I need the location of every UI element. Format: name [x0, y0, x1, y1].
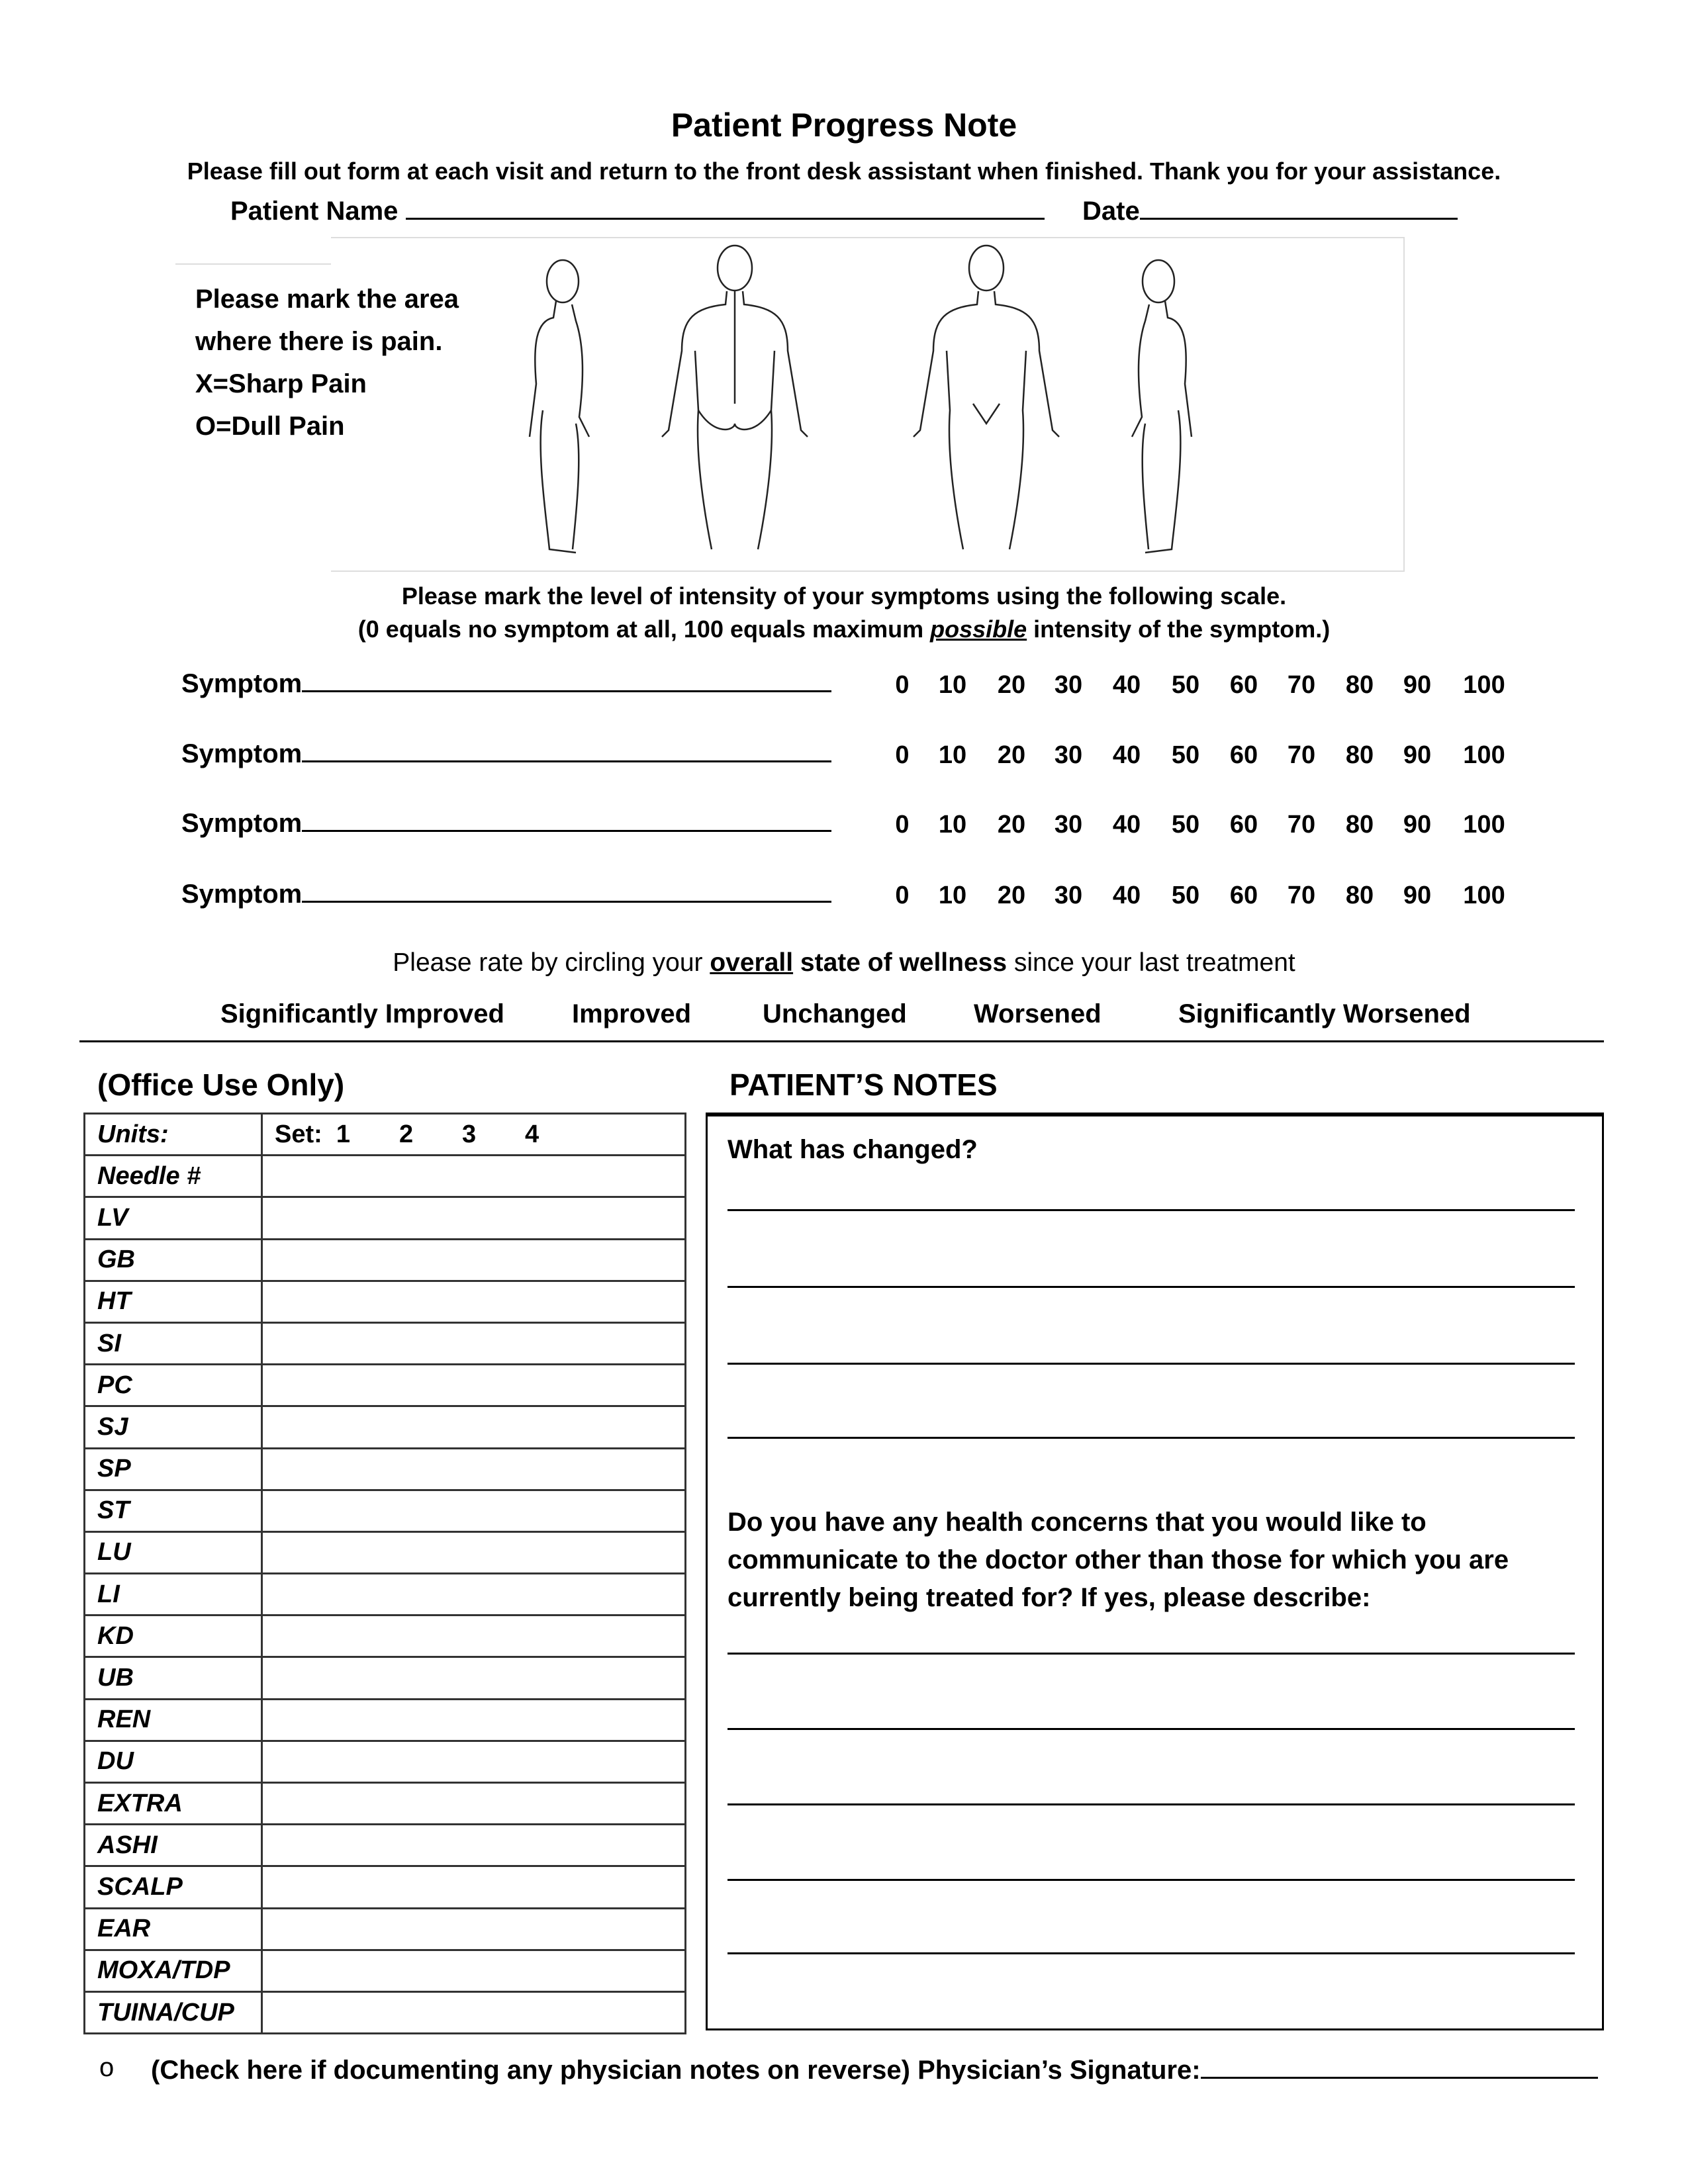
scale-value[interactable]: 40: [1112, 741, 1141, 769]
date-label: Date: [1082, 197, 1140, 226]
figure-back: [662, 246, 808, 549]
row-label: PC: [85, 1365, 262, 1406]
scale-value[interactable]: 80: [1345, 882, 1374, 909]
scale-value[interactable]: 20: [997, 741, 1026, 769]
scale-value[interactable]: 80: [1345, 811, 1374, 839]
section-divider: [79, 1040, 1604, 1042]
symptom-field[interactable]: [181, 879, 831, 909]
wellness-option[interactable]: Worsened: [974, 999, 1102, 1028]
scale-value[interactable]: 30: [1054, 811, 1083, 839]
table-row: [85, 1322, 686, 1364]
row-entry[interactable]: [262, 1699, 686, 1741]
row-label: KD: [85, 1615, 262, 1657]
date-field[interactable]: [1082, 196, 1458, 226]
scale-value[interactable]: 100: [1463, 811, 1505, 839]
row-label: ASHI: [85, 1825, 262, 1866]
row-entry[interactable]: [262, 1908, 686, 1950]
figure-side-right: [1132, 260, 1192, 553]
row-label: HT: [85, 1281, 262, 1322]
instructions: Please fill out form at each visit and return to the front desk assistant when finished. Thank you for your assistance.: [187, 158, 1501, 185]
row-entry[interactable]: [262, 1991, 686, 2033]
scale-value[interactable]: 100: [1463, 882, 1505, 909]
row-label: SP: [85, 1448, 262, 1490]
symptom-label: Symptom: [181, 739, 303, 768]
scale-value[interactable]: 40: [1112, 811, 1141, 839]
table-row: [85, 1615, 686, 1657]
physician-notes-checkbox[interactable]: o: [99, 2053, 115, 2082]
physician-signature-label: (Check here if documenting any physician notes on reverse) Physician’s Signature:: [151, 2056, 1201, 2085]
wellness-option[interactable]: Significantly Worsened: [1178, 999, 1471, 1028]
pain-map-line: Please mark the area: [195, 285, 459, 314]
row-entry[interactable]: [262, 1741, 686, 1782]
answer-line[interactable]: [727, 1879, 1575, 1881]
scale-value[interactable]: 50: [1171, 741, 1200, 769]
answer-line[interactable]: [727, 1363, 1575, 1365]
scale-value[interactable]: 40: [1112, 882, 1141, 909]
row-entry[interactable]: [262, 1406, 686, 1448]
scale-value[interactable]: 50: [1171, 811, 1200, 839]
row-entry[interactable]: [262, 1448, 686, 1490]
question-what-changed: What has changed?: [727, 1135, 978, 1164]
physician-signature-field[interactable]: [151, 2055, 1598, 2085]
row-entry[interactable]: [262, 1783, 686, 1825]
scale-value[interactable]: 90: [1403, 811, 1432, 839]
scale-value[interactable]: 70: [1287, 741, 1316, 769]
units-label: Units:: [85, 1114, 262, 1156]
scale-value[interactable]: 30: [1054, 671, 1083, 699]
page-title: Patient Progress Note: [671, 107, 1017, 144]
row-entry[interactable]: [262, 1531, 686, 1573]
scale-value[interactable]: 80: [1345, 671, 1374, 699]
row-label: MOXA/TDP: [85, 1950, 262, 1991]
scale-value[interactable]: 30: [1054, 741, 1083, 769]
row-entry[interactable]: [262, 1239, 686, 1281]
scale-explanation: (0 equals no symptom at all, 100 equals maximum possible intensity of the symptom.): [357, 615, 1331, 643]
scale-value[interactable]: 20: [997, 882, 1026, 909]
row-label: SJ: [85, 1406, 262, 1448]
symptom-field[interactable]: [181, 739, 831, 769]
table-row: [85, 1197, 686, 1239]
scale-value[interactable]: 10: [938, 671, 967, 699]
symptom-field[interactable]: [181, 668, 831, 699]
symptom-field[interactable]: [181, 808, 831, 839]
scale-instructions: Please mark the level of intensity of your symptoms using the following scale.: [401, 582, 1287, 610]
pain-map-instructions: [195, 278, 459, 447]
table-row: [85, 1991, 686, 2033]
table-row: [85, 1741, 686, 1782]
scale-value[interactable]: 0: [895, 882, 910, 909]
row-entry[interactable]: [262, 1197, 686, 1239]
scale-value[interactable]: 40: [1112, 671, 1141, 699]
patient-name-label: Patient Name: [230, 197, 399, 226]
answer-line[interactable]: [727, 1803, 1575, 1805]
scale-value[interactable]: 0: [895, 741, 910, 769]
table-row: [85, 1908, 686, 1950]
symptom-label: Symptom: [181, 669, 303, 698]
answer-line[interactable]: [727, 1209, 1575, 1211]
table-row: [85, 1281, 686, 1322]
answer-line[interactable]: [727, 1286, 1575, 1288]
wellness-option[interactable]: Significantly Improved: [220, 999, 504, 1028]
office-use-title: (Office Use Only): [97, 1068, 345, 1102]
row-label: LV: [85, 1197, 262, 1239]
row-entry[interactable]: [262, 1365, 686, 1406]
figure-side-left: [530, 260, 589, 553]
scale-value[interactable]: 30: [1054, 882, 1083, 909]
row-entry[interactable]: [262, 1490, 686, 1531]
scale-value[interactable]: 100: [1463, 671, 1505, 699]
patient-notes-title: PATIENT’S NOTES: [729, 1068, 998, 1102]
scale-value[interactable]: 10: [938, 811, 967, 839]
row-entry[interactable]: [262, 1281, 686, 1322]
wellness-option[interactable]: Improved: [572, 999, 692, 1028]
row-label: DU: [85, 1741, 262, 1782]
scale-value[interactable]: 60: [1229, 882, 1258, 909]
row-entry[interactable]: [262, 1825, 686, 1866]
question-health-concerns: Do you have any health concerns that you would like to communicate to the doctor other than those for which you are currently being treated for? If yes, please describe:: [727, 1508, 1509, 1612]
patient-name-field[interactable]: [230, 196, 1045, 226]
row-label: UB: [85, 1657, 262, 1699]
body-figures-icon: [331, 238, 1405, 573]
row-label: SI: [85, 1322, 262, 1364]
row-label: LI: [85, 1574, 262, 1615]
table-row: [85, 1156, 686, 1197]
row-label: GB: [85, 1239, 262, 1281]
answer-line[interactable]: [727, 1653, 1575, 1655]
scale-value[interactable]: 70: [1287, 671, 1316, 699]
row-label: ST: [85, 1490, 262, 1531]
scale-value[interactable]: 70: [1287, 811, 1316, 839]
scale-value[interactable]: 50: [1171, 671, 1200, 699]
table-row: [85, 1448, 686, 1490]
row-entry[interactable]: [262, 1322, 686, 1364]
set-header: Set: 1 2 3 4: [262, 1114, 686, 1156]
row-entry[interactable]: [262, 1574, 686, 1615]
scale-value[interactable]: 10: [938, 882, 967, 909]
row-label: Needle #: [85, 1156, 262, 1197]
scale-value[interactable]: 20: [997, 811, 1026, 839]
scale-value[interactable]: 90: [1403, 671, 1432, 699]
scale-value[interactable]: 50: [1171, 882, 1200, 909]
row-label: TUINA/CUP: [85, 1991, 262, 2033]
row-label: EXTRA: [85, 1783, 262, 1825]
table-row: [85, 1365, 686, 1406]
scale-value[interactable]: 90: [1403, 741, 1432, 769]
row-entry[interactable]: [262, 1615, 686, 1657]
row-label: LU: [85, 1531, 262, 1573]
table-row: [85, 1866, 686, 1908]
pain-map-line: where there is pain.: [195, 327, 443, 356]
wellness-prompt: Please rate by circling your overall state of wellness since your last treatment: [393, 948, 1295, 977]
symptom-label: Symptom: [181, 809, 303, 838]
scale-value[interactable]: 70: [1287, 882, 1316, 909]
scale-value[interactable]: 100: [1463, 741, 1505, 769]
answer-line[interactable]: [727, 1728, 1575, 1730]
row-label: EAR: [85, 1908, 262, 1950]
answer-line[interactable]: [727, 1437, 1575, 1439]
table-row: [85, 1699, 686, 1741]
table-row: [85, 1950, 686, 1991]
table-row: [85, 1657, 686, 1699]
symptom-label: Symptom: [181, 880, 303, 909]
table-row: [85, 1531, 686, 1573]
answer-line[interactable]: [727, 1952, 1575, 1954]
figure-front: [914, 246, 1059, 549]
table-row: [85, 1574, 686, 1615]
row-entry[interactable]: [262, 1156, 686, 1197]
dull-pain-legend: O=Dull Pain: [195, 412, 345, 441]
scale-value[interactable]: 0: [895, 811, 910, 839]
scale-value[interactable]: 90: [1403, 882, 1432, 909]
wellness-option[interactable]: Unchanged: [763, 999, 907, 1028]
scale-value[interactable]: 60: [1229, 671, 1258, 699]
scale-value[interactable]: 60: [1229, 811, 1258, 839]
scale-value[interactable]: 10: [938, 741, 967, 769]
table-row: [85, 1825, 686, 1866]
body-diagram[interactable]: [331, 237, 1405, 572]
scale-value[interactable]: 0: [895, 671, 910, 699]
table-row: [85, 1114, 686, 1156]
office-use-table: [83, 1113, 686, 2034]
scale-value[interactable]: 80: [1345, 741, 1374, 769]
row-label: SCALP: [85, 1866, 262, 1908]
scale-value[interactable]: 60: [1229, 741, 1258, 769]
row-entry[interactable]: [262, 1950, 686, 1991]
table-row: [85, 1783, 686, 1825]
row-label: REN: [85, 1699, 262, 1741]
table-row: [85, 1490, 686, 1531]
row-entry[interactable]: [262, 1657, 686, 1699]
row-entry[interactable]: [262, 1866, 686, 1908]
patient-notes-box: [706, 1113, 1604, 2030]
table-row: [85, 1406, 686, 1448]
scale-value[interactable]: 20: [997, 671, 1026, 699]
sharp-pain-legend: X=Sharp Pain: [195, 369, 367, 398]
table-row: [85, 1239, 686, 1281]
